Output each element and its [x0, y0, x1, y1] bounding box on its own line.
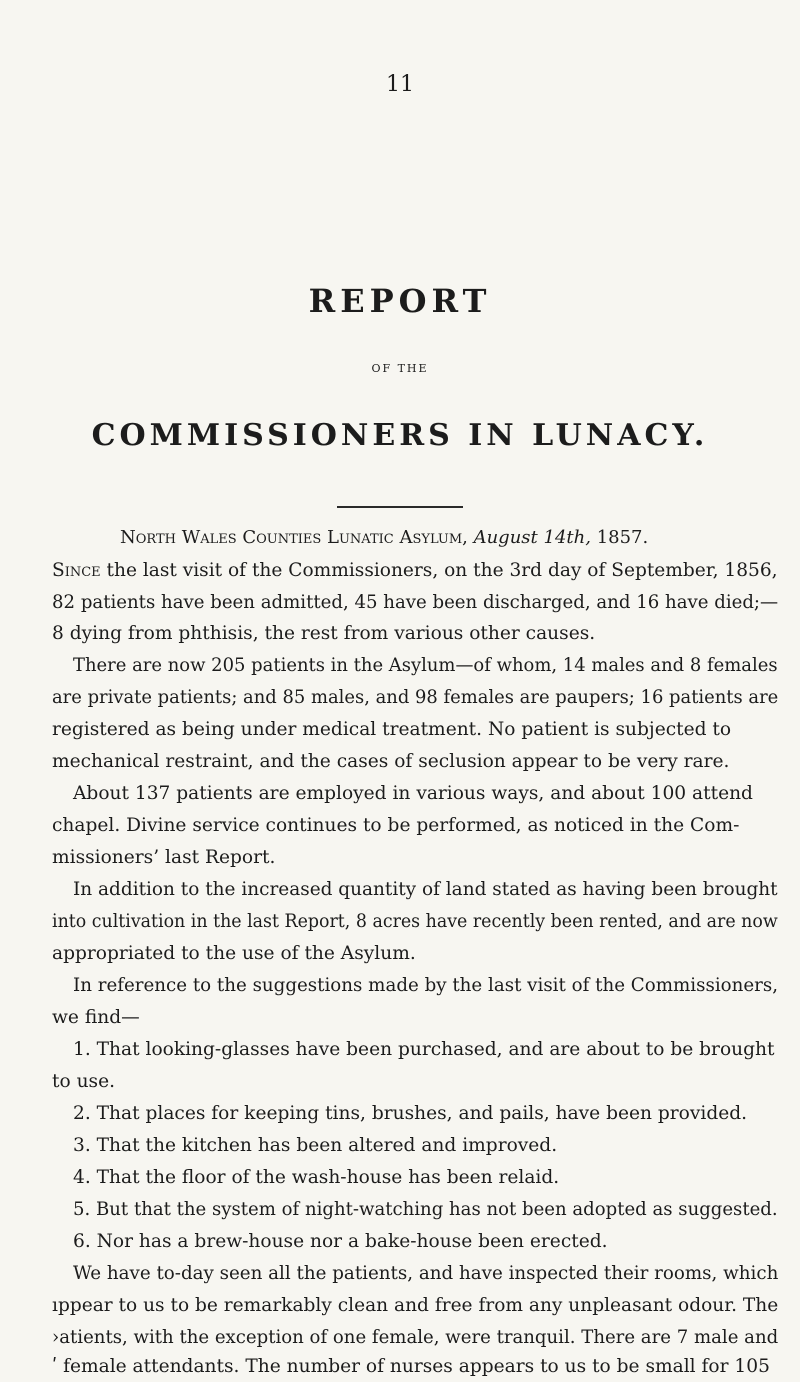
list-item: 4. That the floor of the wash-house has been relaid.	[73, 1167, 560, 1188]
title-divider	[337, 506, 463, 508]
list-item: 5. But that the system of night-watching has not been adopted as suggested.	[73, 1199, 778, 1220]
paragraph-line: ıppear to us to be remarkably clean and free from any unpleasant odour. The	[52, 1295, 779, 1316]
paragraph-line: into cultivation in the last Report, 8 acres have recently been rented, and are now	[52, 911, 778, 932]
report-subtitle: COMMISSIONERS IN LUNACY.	[91, 418, 709, 453]
report-title-connector: OF THE	[371, 362, 429, 375]
paragraph-line: chapel. Divine service continues to be performed, as noticed in the Com-	[52, 815, 740, 836]
dateline-date: August 14th,	[473, 527, 591, 548]
paragraph-line-text: the last visit of the Commissioners, on the 3rd day of September, 1856,	[100, 560, 778, 581]
report-title: REPORT	[308, 282, 492, 320]
paragraph-line: we find—	[52, 1007, 140, 1028]
paragraph-line: appropriated to the use of the Asylum.	[52, 943, 416, 964]
paragraph-line: In reference to the suggestions made by the last visit of the Commissioners,	[73, 975, 779, 996]
paragraph-line: There are now 205 patients in the Asylum—of whom, 14 males and 8 females	[73, 655, 778, 676]
paragraph-line: In addition to the increased quantity of land stated as having been brought	[73, 879, 778, 900]
paragraph-line	[52, 556, 778, 586]
paragraph-line: mechanical restraint, and the cases of seclusion appear to be very rare.	[52, 751, 730, 772]
paragraph-line: 82 patients have been admitted, 45 have been discharged, and 16 have died;—	[52, 592, 779, 613]
paragraph-line: ʹ female attendants. The number of nurses appears to us to be small for 105	[52, 1356, 770, 1377]
paragraph-lead-word: Since	[52, 560, 101, 581]
paragraph-line: ›atients, with the exception of one female, were tranquil. There are 7 male and	[52, 1327, 779, 1348]
paragraph-line: registered as being under medical treatment. No patient is subjected to	[52, 719, 732, 740]
paragraph-line: We have to-day seen all the patients, and have inspected their rooms, which	[73, 1263, 779, 1284]
list-item: 2. That places for keeping tins, brushes, and pails, have been provided.	[73, 1103, 748, 1124]
list-item: 1. That looking-glasses have been purchased, and are about to be brought	[73, 1039, 775, 1060]
dateline-year: 1857.	[596, 527, 649, 548]
list-item: 6. Nor has a brew-house nor a bake-house been erected.	[73, 1231, 608, 1252]
page-number: 11	[386, 72, 414, 97]
dateline-place: North Wales Counties Lunatic Asylum,	[120, 527, 468, 548]
paragraph-line: 8 dying from phthisis, the rest from various other causes.	[52, 623, 596, 644]
list-item: 3. That the kitchen has been altered and improved.	[73, 1135, 558, 1156]
list-item-continuation: to use.	[52, 1071, 116, 1092]
paragraph-line: About 137 patients are employed in various ways, and about 100 attend	[73, 783, 753, 804]
paragraph-line: missioners’ last Report.	[52, 847, 276, 868]
dateline	[120, 523, 648, 553]
paragraph-line: are private patients; and 85 males, and 98 females are paupers; 16 patients are	[52, 687, 779, 708]
